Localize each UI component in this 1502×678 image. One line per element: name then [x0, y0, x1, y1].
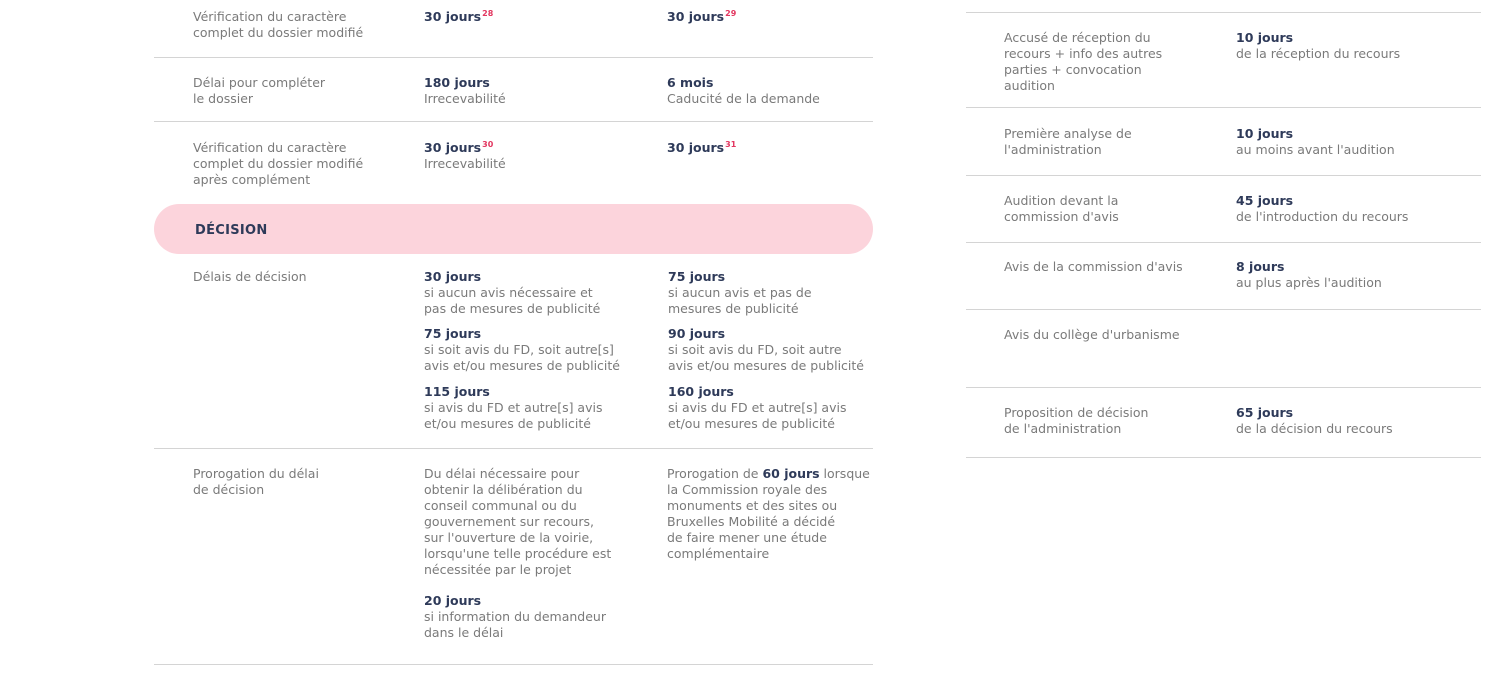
row-divider [154, 57, 873, 58]
cell-proposition-decision: 65 jours de la décision du recours [1236, 405, 1393, 436]
row-divider [154, 121, 873, 122]
footnote-ref[interactable]: 29 [725, 9, 737, 18]
cell-delais-col2: 160 jours si avis du FD et autre[s] avis et/ou mesures de publicité [668, 384, 847, 431]
cell-row2-col2: 6 mois Caducité de la demande [667, 75, 820, 106]
cell-row1-col2: 30 jours$^{29}$ [667, 9, 737, 24]
row-label-delai-completer: Délai pour compléter le dossier [193, 75, 326, 106]
cell-delais-col1: 75 jours si soit avis du FD, soit autre[s] avis et/ou mesures de publicité [424, 326, 620, 373]
row-label-delais-decision: Délais de décision [193, 269, 307, 284]
row-divider [966, 107, 1481, 108]
cell-row3-col2: 30 jours$^{31}$ [667, 140, 737, 155]
cell-audition: 45 jours de l'introduction du recours [1236, 193, 1409, 224]
row-divider [966, 12, 1481, 13]
section-title: DÉCISION [195, 223, 268, 238]
footnote-ref[interactable]: 31 [725, 140, 737, 149]
row-divider [966, 457, 1481, 458]
cell-row1-col1: 30 jours$^{28}$ [424, 9, 494, 24]
cell-accuse-reception: 10 jours de la réception du recours [1236, 30, 1401, 61]
row-label-proposition-decision: Proposition de décision de l'administration [1004, 405, 1149, 436]
row-label-accuse-reception: Accusé de réception du recours + info des autres parties + convocation audition [1004, 30, 1163, 93]
row-label-prorogation: Prorogation du délai de décision [193, 466, 319, 497]
cell-delais-col1: 30 jours si aucun avis nécessaire et pas de mesures de publicité [424, 269, 601, 316]
cell-avis-commission: 8 jours au plus après l'audition [1236, 259, 1382, 290]
cell-delais-col1: 115 jours si avis du FD et autre[s] avis et/ou mesures de publicité [424, 384, 603, 431]
cell-delais-col2: 75 jours si aucun avis et pas de mesures de publicité [668, 269, 812, 316]
row-label-verification: Vérification du caractère complet du dossier modifié [193, 9, 364, 40]
row-label-verification-complement: Vérification du caractère complet du dossier modifié après complément [193, 140, 364, 187]
row-divider [966, 309, 1481, 310]
row-label-avis-commission: Avis de la commission d'avis [1004, 259, 1183, 274]
row-label-premiere-analyse: Première analyse de l'administration [1004, 126, 1132, 157]
cell-prorogation-col2: Prorogation de 60 jours lorsque la Commission royale des monuments et des sites ou Bruxelles Mobilité a décidé de faire mener une étude complémentaire [667, 466, 870, 561]
row-divider [966, 175, 1481, 176]
row-divider [966, 387, 1481, 388]
footnote-ref[interactable]: 30 [482, 140, 494, 149]
cell-prorogation-col1: Du délai nécessaire pour obtenir la délibération du conseil communal ou du gouvernement sur recours, sur l'ouverture de la voirie, lorsqu'une telle procédure est nécessitée par le projet [424, 466, 612, 577]
cell-premiere-analyse: 10 jours au moins avant l'audition [1236, 126, 1395, 157]
cell-delais-col2: 90 jours si soit avis du FD, soit autre avis et/ou mesures de publicité [668, 326, 864, 373]
row-divider [154, 664, 873, 665]
row-divider [154, 448, 873, 449]
row-label-audition: Audition devant la commission d'avis [1004, 193, 1119, 224]
footnote-ref[interactable]: 28 [482, 9, 494, 18]
cell-row2-col1: 180 jours Irrecevabilité [424, 75, 506, 106]
cell-row3-col1: 30 jours$^{30}$ Irrecevabilité [424, 140, 506, 171]
cell-prorogation-col1-extra: 20 jours si information du demandeur dans le délai [424, 593, 606, 640]
row-divider [966, 242, 1481, 243]
row-label-avis-college: Avis du collège d'urbanisme [1004, 327, 1180, 342]
